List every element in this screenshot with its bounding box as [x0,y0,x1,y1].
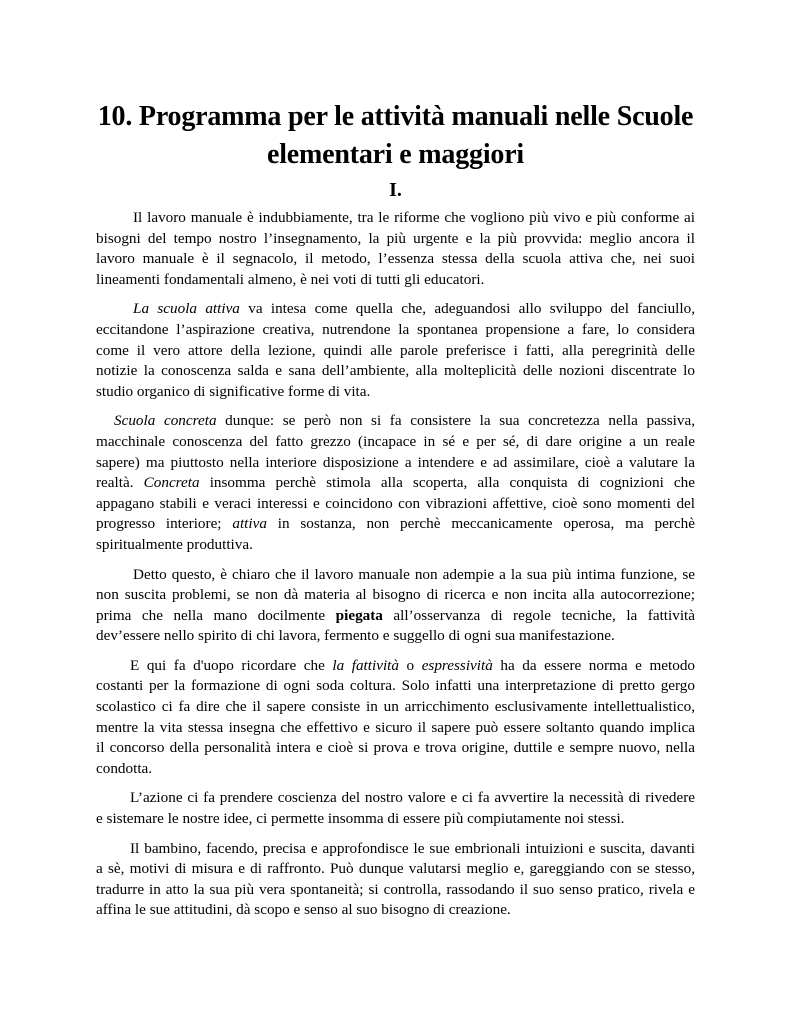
text-run: dunque: se però non si fa consistere la sua concretezza nella passiva, [216,412,696,430]
text-line: mentre la vita stessa insegna che effettivo e sicuro il sapere può essere soltanto quando implica [96,718,695,736]
text-run: prima che nella mano docilmente [96,606,336,624]
paragraph-1 [96,208,695,290]
text-line: Il lavoro manuale è indubbiamente, tra le riforme che vogliono più vivo e più conforme ai [133,209,695,226]
text-line: macchinale conoscenza del fatto grezzo (incapace in sé e per sé, di dare origine a un reale [96,432,695,450]
paragraph-5 [96,656,695,780]
section-heading: I. [389,179,402,201]
document-title [96,98,695,174]
text-line [96,411,695,432]
text-run: realtà. [96,474,144,492]
italic-phrase: Scuola concreta [114,412,217,430]
text-run: in sostanza, non perchè meccanicamente operosa, ma perchè [266,515,695,533]
text-run: insomma perchè stimola alla scoperta, alla conquista di cognizioni che [199,474,695,492]
text-line: il concorso della personalità intera e cioè si prova e trova origine, duttile e sempre nuovo, nella [96,739,695,757]
text-run: ha da essere norma e metodo [492,656,696,674]
text-line [96,299,695,320]
text-line: scolastico ci fa dire che il sapere consiste in un arricchimento esclusivamente intellettualistico, [96,698,695,716]
text-line: Il bambino, facendo, precisa e approfondisce le sue embrionali intuizioni e suscita, davanti [130,839,695,857]
text-line: Detto questo, è chiaro che il lavoro manuale non adempie a la sua più intima funzione, se [133,565,695,583]
text-run: E qui fa d'uopo ricordare che [130,656,333,674]
text-line [96,514,695,535]
text-line: costanti per la formazione di ogni soda coltura. Solo infatti una interpretazione di pretto gergo [96,677,695,695]
italic-phrase: attiva [232,515,267,533]
text-line: dev’essere nello spirito di chi lavora, fermento e suggello di ogni sua manifestazione. [96,627,615,645]
text-line: L’azione ci fa prendere coscienza del nostro valore e ci fa avvertire la necessità di rivedere [130,789,695,807]
text-line: lineamenti fondamentali almeno, è nei voti di tutti gli educatori. [96,270,485,288]
paragraph-7 [96,839,695,921]
paragraph-4 [96,565,695,647]
text-line [96,606,695,627]
document-page [96,98,695,930]
text-line: tradurre in atto la sua più vera spontaneità; si controlla, rassodando il suo senso pratico, rivela e [96,880,695,898]
text-run: all’osservanza di regole tecniche, la fattività [382,606,696,624]
paragraph-6 [96,788,695,829]
text-line: non suscita problemi, se non dà materia al bisogno di ricerca e non incita alla autocorrezione; [96,586,695,604]
italic-phrase: la fattività [332,656,399,674]
italic-phrase: Concreta [143,474,200,492]
text-line: bisogni del tempo nostro l’insegnamento, la più urgente e la più provvida: meglio ancora il [96,229,695,247]
text-run: va intesa come quella che, adeguandosi allo sviluppo del fanciullo, [239,300,695,318]
text-run: progresso interiore; [96,515,233,533]
title-line-1: 10. Programma per le attività manuali nelle Scuole [97,101,694,132]
bold-word: piegata [335,606,383,624]
paragraph-3 [96,411,695,555]
text-line [96,656,695,677]
text-line: sapere) ma piuttosto nella interiore disposizione a intendere e ad assimilare, cioè a valutare la [96,453,695,471]
text-line: spiritualmente produttiva. [96,535,253,553]
italic-phrase: espressività [421,656,493,674]
text-line: come il vero attore della lezione, quindi alle parole preferisce i fatti, alla peregrinità delle [96,341,695,359]
title-line-2: elementari e maggiori [266,139,525,170]
text-line: condotta. [96,759,153,777]
text-line: e sistemare le nostre idee, ci permette insomma di essere più compiutamente noi stessi. [96,810,625,828]
text-line: affina le sue attitudini, dà scopo e senso al suo bisogno di creazione. [96,901,511,919]
italic-phrase: La scuola attiva [133,300,240,318]
text-line: eccitandone l’aspirazione creativa, nutrendone la spontanea propensione a fare, lo considera [96,320,695,338]
text-run: o [398,656,422,674]
paragraph-2 [96,299,695,402]
text-line [96,473,695,494]
text-line: studio organico di significative forme di vita. [96,382,371,400]
text-line: appagano stabili e veraci interessi e coincidono con vibrazioni affettive, cioè sono momenti del [96,494,695,512]
text-line: lavoro manuale è il segnacolo, il metodo, l’essenza stessa della scuola attiva che, nei suoi [96,250,695,268]
text-line: a sè, motivi di misura e di raffronto. Può dunque valutarsi meglio e, gareggiando con se stesso, [96,860,695,878]
text-line: notizie la conoscenza salda e sana dell’ambiente, alla molteplicità delle nozioni discentrate lo [96,362,695,380]
